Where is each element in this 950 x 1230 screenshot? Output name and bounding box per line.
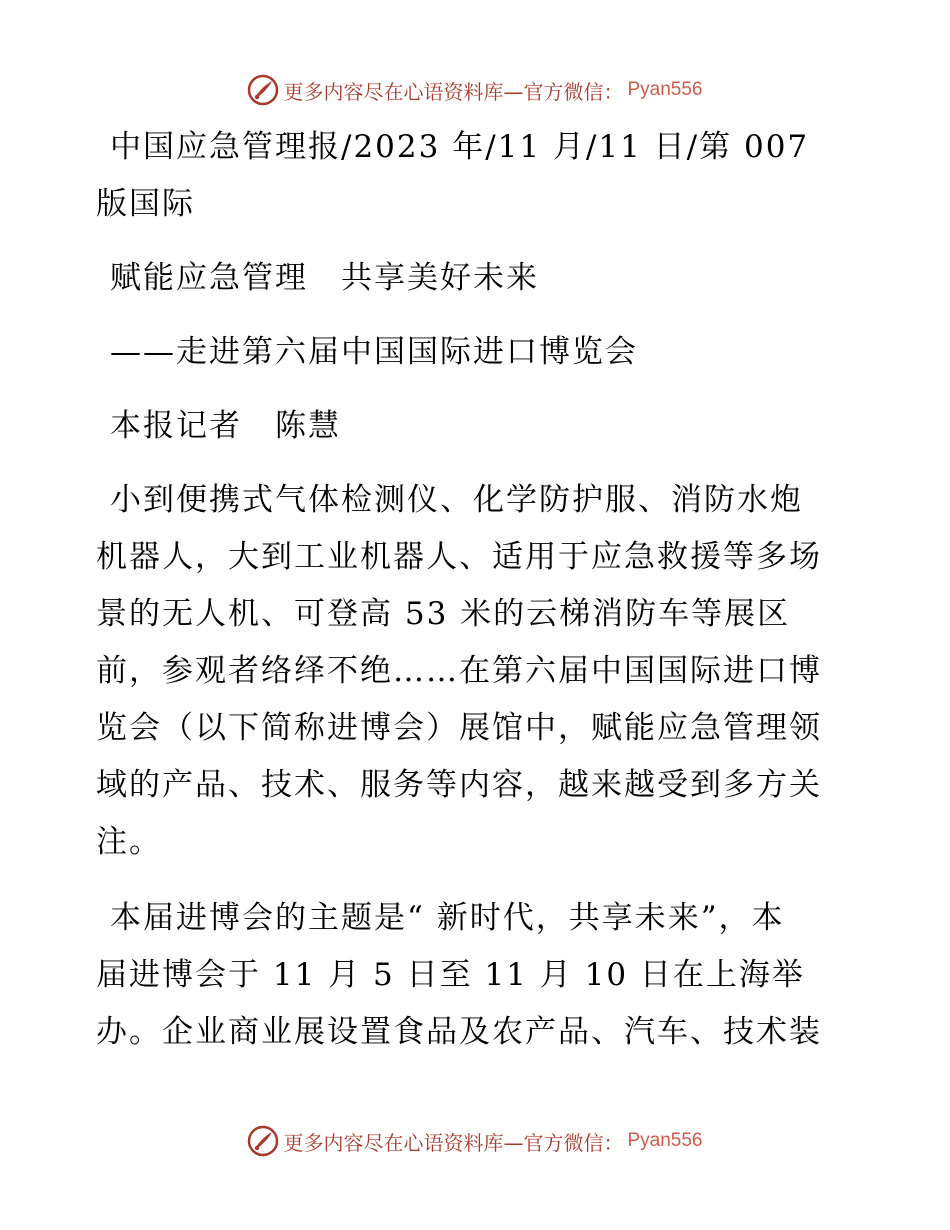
paragraph-line: 办。企业商业展设置食品及农产品、汽车、技术装: [96, 1014, 822, 1050]
source-line-continued: 版国际: [96, 186, 195, 222]
paragraph-line: 机器人，大到工业机器人、适用于应急救援等多场: [96, 539, 822, 575]
watermark-footer: [0, 1124, 950, 1158]
paragraph-line: 本届进博会的主题是“ 新时代，共享未来”，本: [110, 900, 785, 936]
paragraph-line: 前，参观者络绎不绝……在第六届中国国际进口博: [96, 653, 822, 689]
paragraph-line: 览会（以下简称进博会）展馆中，赋能应急管理领: [96, 710, 822, 746]
brush-logo-icon: [247, 1125, 279, 1157]
source-line: 中国应急管理报/2023 年/11 月/11 日/第 007: [110, 129, 810, 165]
byline: 本报记者 陈慧: [110, 408, 341, 444]
paragraph-line: 届进博会于 11 月 5 日至 11 月 10 日在上海举: [96, 957, 805, 993]
watermark-text: 更多内容尽在心语资料库—官方微信：: [283, 1130, 624, 1155]
watermark-header: [0, 73, 950, 107]
brush-logo-icon: [247, 74, 279, 106]
paragraph-line: 景的无人机、可登高 53 米的云梯消防车等展区: [96, 596, 791, 632]
watermark-text: 更多内容尽在心语资料库—官方微信：: [283, 79, 624, 104]
watermark-wechat-id: Pyan556: [627, 79, 703, 100]
paragraph-line: 注。: [96, 824, 162, 860]
article-subtitle: ——走进第六届中国国际进口博览会: [110, 334, 638, 370]
paragraph-line: 小到便携式气体检测仪、化学防护服、消防水炮: [110, 482, 803, 518]
watermark-wechat-id: Pyan556: [627, 1130, 703, 1151]
paragraph-line: 域的产品、技术、服务等内容，越来越受到多方关: [96, 767, 822, 803]
article-title: 赋能应急管理 共享美好未来: [110, 260, 539, 296]
